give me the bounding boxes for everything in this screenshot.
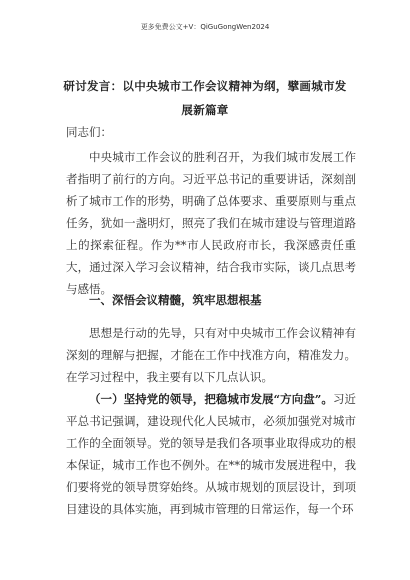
document-title: 研讨发言：以中央城市工作会议精神为纲，擘画城市发展新篇章	[63, 79, 347, 117]
paragraph-section1: 思想是行动的先导，只有对中央城市工作会议精神有深刻的理解与把握，才能在工作中找准方向，精准发力。在学习过程中，我主要有以下几点认识。	[66, 326, 356, 384]
subsection-body-1: 习近平总书记强调，建设现代化人民城市，必须加强党对城市工作的全面领导。党的领导是我们各项事业取得成功的根本保证，城市工作也不例外。在**的城市发展进程中，我们要将党的领导贯穿始终。从城市规划的顶层设计，到项目建设的具体实施，再到城市管理的日常运作，每一个环	[66, 392, 357, 516]
paragraph-subsection1	[66, 388, 356, 520]
section-heading-1: 一、深悟会议精髓，筑牢思想根基	[89, 293, 262, 307]
salutation: 同志们：	[66, 125, 112, 139]
header-note: 更多免费公文+V：QiGuGongWen2024	[140, 23, 270, 31]
paragraph-intro: 中央城市工作会议的胜利召开，为我们城市发展工作者指明了前行的方向。习近平总书记的重要讲话，深刻剖析了城市工作的形势，明确了总体要求、重要原则与重点任务，犹如一盏明灯，照亮了我们在城市建设与管理道路上的探索征程。作为**市人民政府市长，我深感责任重大，通过深入学习会议精神，结合我市实际，谈几点思考与感悟。	[66, 150, 356, 296]
subsection-heading-1: （一）坚持党的领导，把稳城市发展“方向盘”。	[89, 392, 333, 406]
